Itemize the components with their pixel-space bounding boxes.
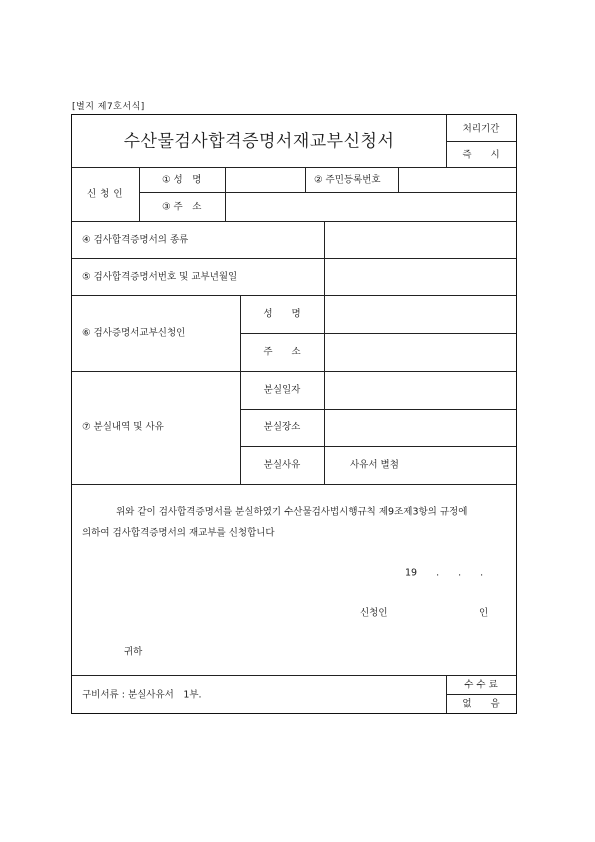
applicant-address-label: ③ 주 소 (162, 201, 202, 213)
divider (446, 675, 447, 713)
statement-line-1: 위와 같이 검사합격증명서를 분실하였기 수산물검사법시행규칙 제9조제3항의 규정에 (116, 506, 468, 518)
statement-line-2: 의하여 검사합격증명서의 재교부를 신청합니다 (82, 527, 275, 539)
loss-reason-label: 분실사유 (263, 459, 301, 471)
divider (72, 371, 516, 372)
applicant-id-label: ② 주민등록번호 (314, 174, 381, 186)
applicant-name-label: ① 성 명 (162, 174, 202, 186)
processing-period-label: 처리기간 (462, 123, 500, 135)
divider (398, 167, 399, 192)
divider (72, 484, 516, 485)
divider (446, 141, 516, 142)
divider (240, 333, 516, 334)
applicant-label: 신 청 인 (86, 188, 124, 200)
divider (225, 192, 226, 221)
divider (240, 446, 516, 447)
form-code-label: [별지 제7호서식] (72, 102, 145, 112)
divider (72, 295, 516, 296)
certificate-type-label: ④ 검사합격증명서의 종류 (82, 234, 189, 246)
fee-value: 없 음 (462, 698, 500, 710)
application-form (71, 114, 517, 714)
signature-seal: 인 (479, 607, 489, 619)
certificate-applicant-label: ⑥ 검사증명서교부신청인 (82, 327, 186, 339)
divider (225, 167, 226, 192)
divider (72, 258, 516, 259)
loss-reason-value: 사유서 별첨 (350, 459, 399, 471)
processing-period-value: 즉 시 (462, 149, 500, 161)
required-documents: 구비서류 : 분실사유서 1부. (82, 689, 202, 701)
divider (72, 675, 516, 676)
divider (324, 221, 325, 484)
divider (446, 694, 516, 695)
loss-date-label: 분실일자 (263, 384, 301, 396)
divider (240, 295, 241, 484)
divider (139, 192, 516, 193)
certificate-number-date-label: ⑤ 검사합격증명서번호 및 교부년월일 (82, 271, 238, 283)
form-title: 수산물검사합격증명서재교부신청서 (123, 131, 395, 152)
application-date: 19 . . . (405, 567, 484, 579)
signature-label: 신청인 (360, 607, 388, 619)
divider (240, 409, 516, 410)
loss-details-label: ⑦ 분실내역 및 사유 (82, 421, 164, 433)
divider (305, 167, 306, 192)
certificate-applicant-address-label: 주 소 (263, 346, 301, 358)
loss-place-label: 분실장소 (263, 421, 301, 433)
certificate-applicant-name-label: 성 명 (263, 308, 301, 320)
addressee: 귀하 (124, 646, 143, 658)
divider (446, 115, 447, 167)
fee-label: 수 수 료 (464, 679, 498, 691)
divider (72, 221, 516, 222)
divider (139, 167, 140, 221)
